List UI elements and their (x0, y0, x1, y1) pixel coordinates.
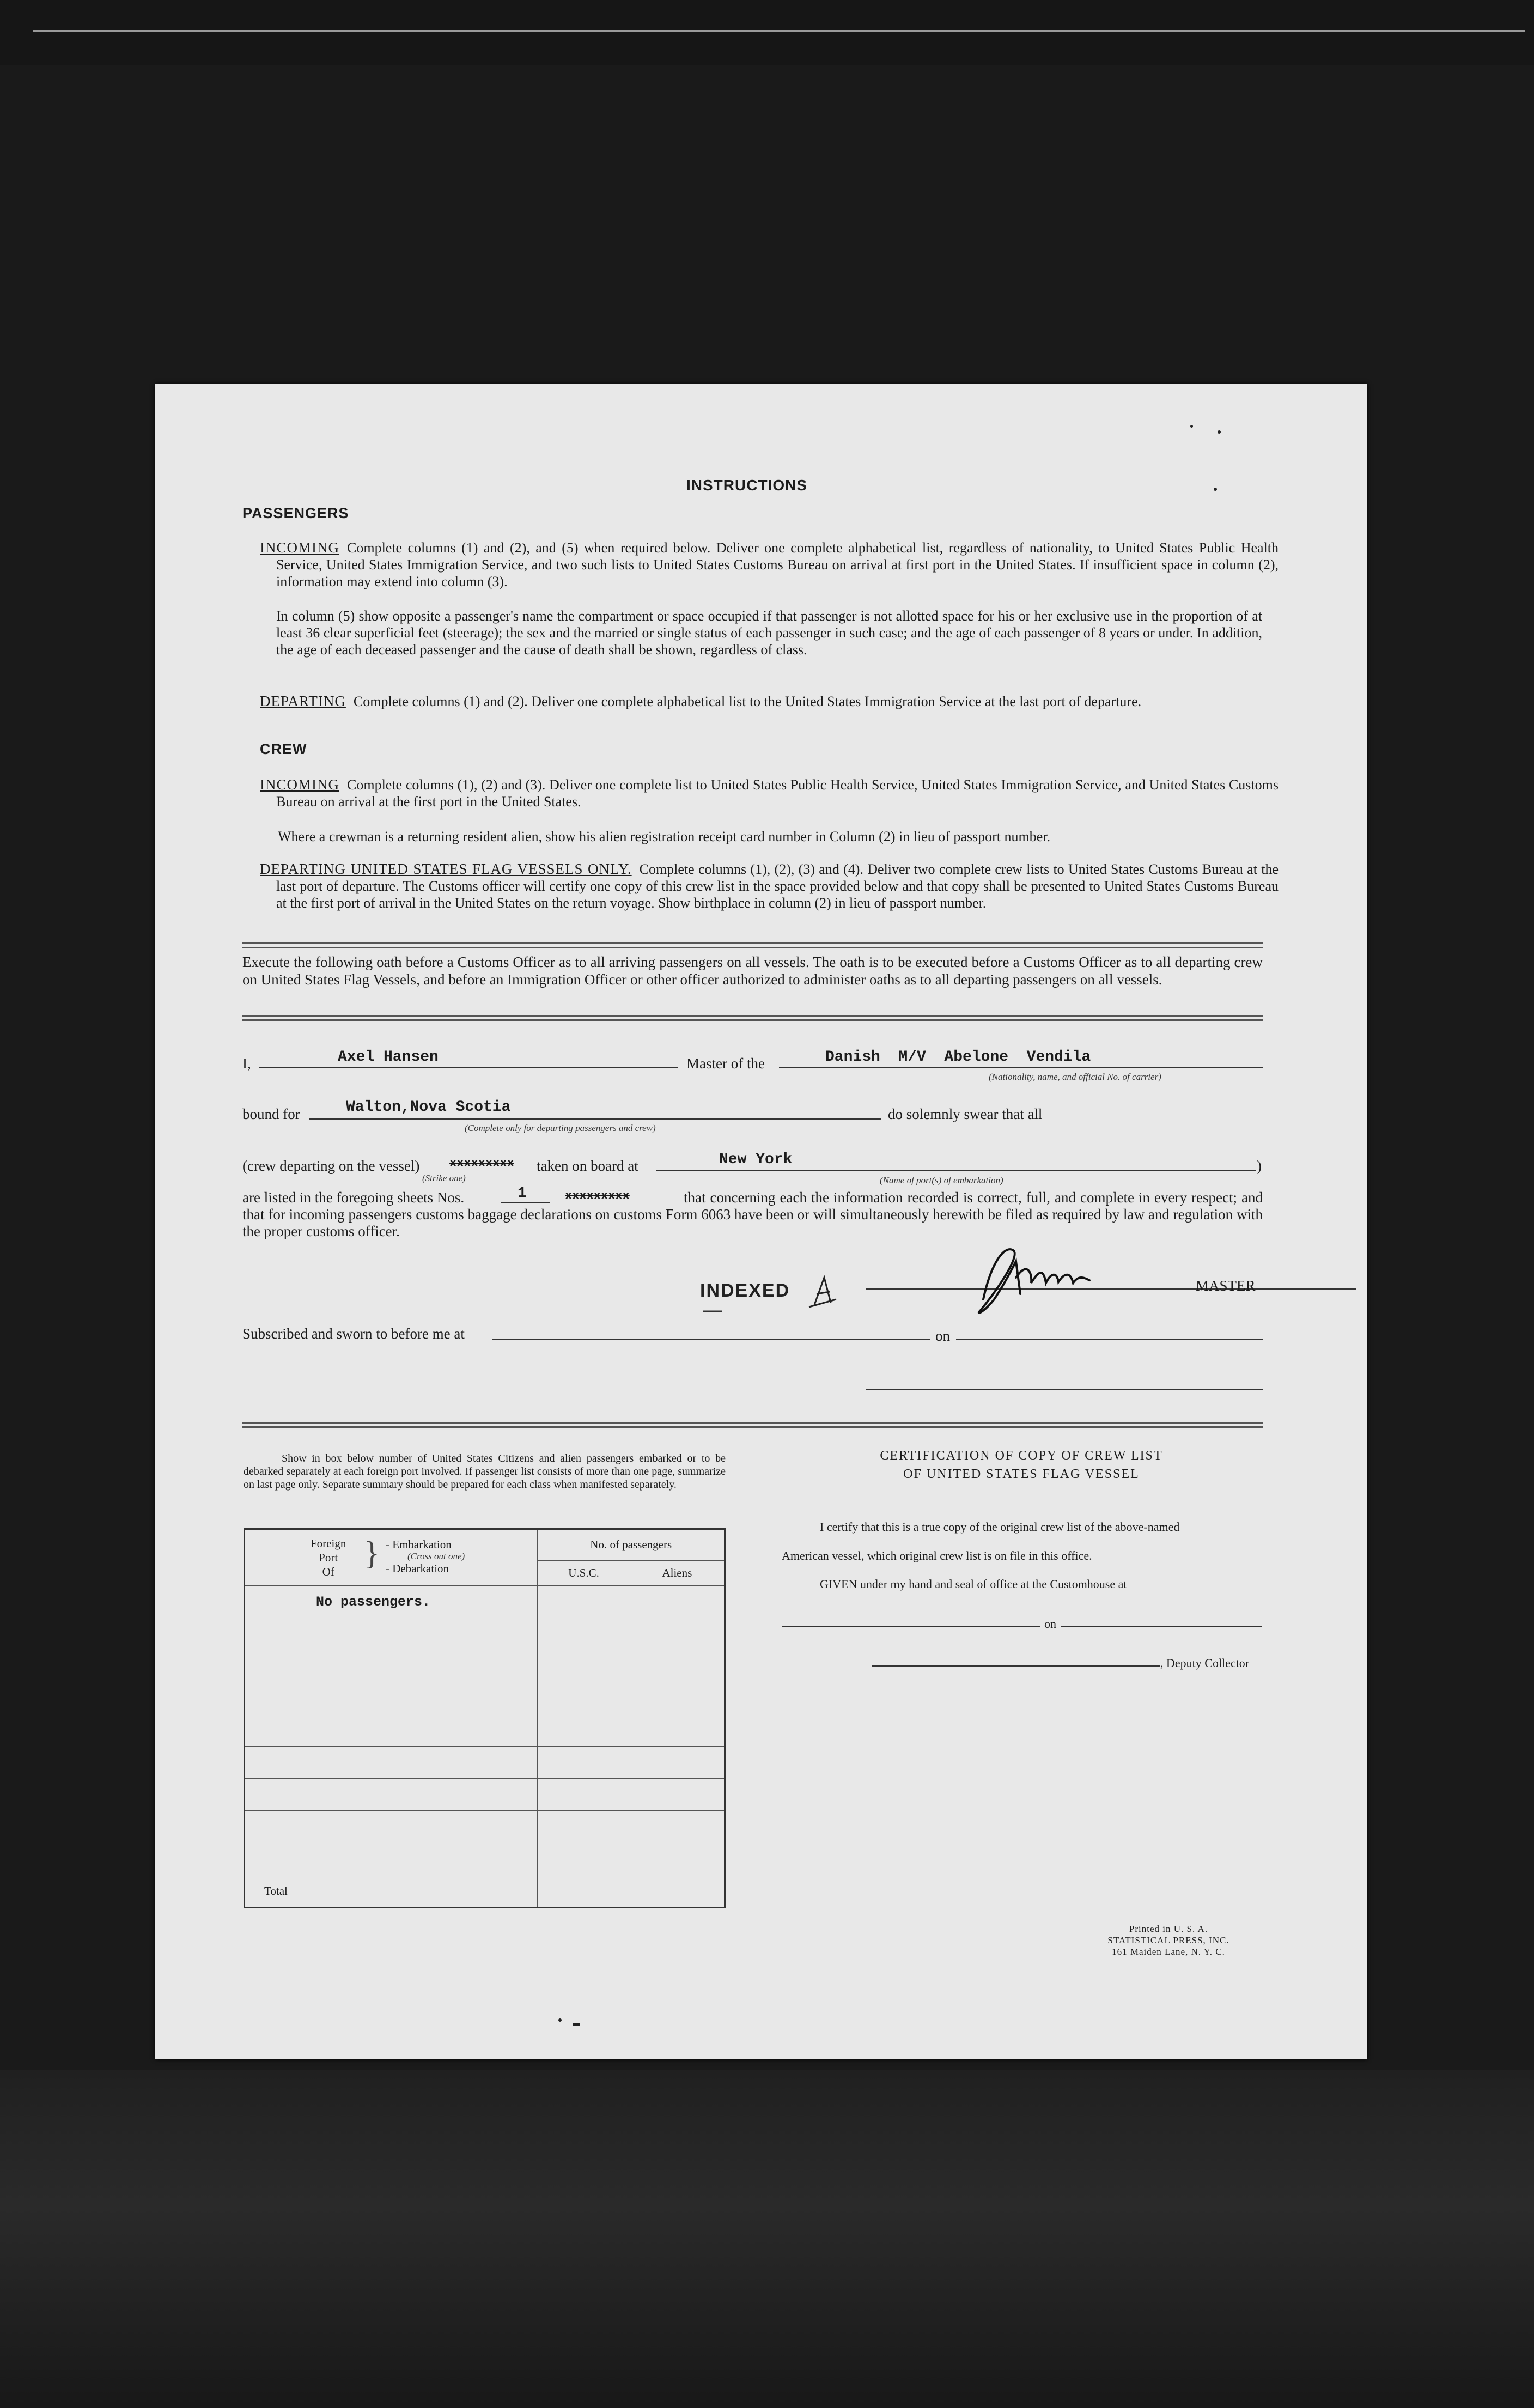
certification-line-1: I certify that this is a true copy of the original crew list of the above-named (820, 1520, 1180, 1534)
crew-departing-paragraph (260, 861, 1279, 911)
embark-options (386, 1539, 465, 1574)
table-cell-aliens (630, 1747, 725, 1779)
table-row (245, 1682, 725, 1714)
table-cell-aliens (630, 1843, 725, 1875)
master-name-line (259, 1067, 678, 1068)
master-label: MASTER (1196, 1278, 1256, 1294)
certification-heading (784, 1446, 1258, 1483)
table-cell-usc (538, 1682, 630, 1714)
bound-caption: (Complete only for departing passengers and crew) (465, 1123, 656, 1133)
summary-note: Show in box below number of United States Citizens and alien passengers embarked or to be debarked separately at each foreign port involved. If passenger list consists of more than one page, summarize on last page only. Separate summary should be prepared for each class when manifested separately. (244, 1452, 726, 1491)
crew-incoming-text: Complete columns (1), (2) and (3). Deliver one complete list to United States Public Health Service, United States Immigration Service, and United States Customs Bureau on arrival at the first port in the United States. (276, 777, 1279, 810)
table-cell-usc (538, 1586, 630, 1618)
table-cell-port (245, 1618, 538, 1650)
subscribed-on-label: on (935, 1328, 950, 1344)
passengers-departing-label: DEPARTING (260, 693, 346, 709)
crew-incoming-paragraph (260, 776, 1279, 810)
speck (1218, 430, 1221, 434)
passengers-departing-paragraph (260, 693, 1279, 710)
crew-resident-paragraph: Where a crewman is a returning resident alien, show his alien registration receipt card number in Column (2) in lieu of passport number. (278, 829, 1051, 844)
certification-line-2: American vessel, which original crew list is on file in this office. (782, 1549, 1092, 1562)
subscribed-label: Subscribed and sworn to before me at (242, 1325, 465, 1342)
total-usc-cell (538, 1875, 630, 1908)
usc-header: U.S.C. (538, 1560, 630, 1585)
subscribed-place-line (492, 1339, 930, 1340)
total-label: Total (245, 1875, 538, 1908)
foreign-label: Foreign (311, 1537, 346, 1550)
printer-line-3: 161 Maiden Lane, N. Y. C. (1112, 1947, 1225, 1957)
table-row (245, 1586, 725, 1618)
port-name: New York (719, 1151, 793, 1168)
passengers-column5-paragraph: In column (5) show opposite a passenger's name the compartment or space occupied if that passenger is not allotted space for his or her exclusive use in the proportion of at least 36 clear superficial feet (steerage); the sex and the married or single status of each passenger in such case; and the age of each passenger of 8 years or under. In addition, the age of each deceased passenger and the cause of death shall be shown, regardless of class. (276, 608, 1262, 658)
table-row (245, 1811, 725, 1843)
table-cell-port (245, 1650, 538, 1682)
certification-on-label: on (1044, 1617, 1056, 1631)
passengers-departing-text: Complete columns (1) and (2). Deliver one complete alphabetical list to the United States Immigration Service at the last port of departure. (353, 694, 1142, 709)
crew-departing-label: (crew departing on the vessel) (242, 1158, 420, 1174)
passengers-heading: PASSENGERS (242, 505, 349, 521)
divider-top (242, 942, 1263, 948)
table-row (245, 1843, 725, 1875)
certification-heading-line-2: OF UNITED STATES FLAG VESSEL (903, 1467, 1140, 1481)
speck (573, 2023, 580, 2026)
crew-incoming-label: INCOMING (260, 776, 339, 793)
printer-line-1: Printed in U. S. A. (1129, 1924, 1208, 1934)
passengers-incoming-paragraph (260, 539, 1279, 590)
aliens-header: Aliens (630, 1560, 725, 1585)
certification-heading-line-1: CERTIFICATION OF COPY OF CREW LIST (880, 1449, 1163, 1463)
brace-icon: } (364, 1535, 380, 1571)
table-cell-usc (538, 1843, 630, 1875)
close-paren: ) (1257, 1158, 1262, 1174)
listed-text: that concerning each the information recorded is correct, full, and complete in every respect; and that for incoming passengers customs baggage declarations on customs Form 6063 have been or will simultaneously herewith be filed as required by law and regulation with the proper customs officer. (242, 1189, 1263, 1239)
port-header-cell (245, 1529, 538, 1586)
table-cell-aliens (630, 1586, 725, 1618)
vessel-caption: (Nationality, name, and official No. of carrier) (989, 1072, 1161, 1082)
struck-word: xxxxxxxxx (449, 1157, 514, 1170)
indexed-stamp: INDEXED (700, 1280, 790, 1301)
master-signature-line (866, 1288, 1356, 1290)
no-passengers-entry: No passengers. (316, 1594, 431, 1610)
certification-date-line (1061, 1626, 1262, 1627)
vessel-line (779, 1067, 1263, 1068)
oath-intro: Execute the following oath before a Customs Officer as to all arriving passengers on all vessels. The oath is to be executed before a Customs Officer as to all departing crew on United States Flag Vessels, and before an Immigration Officer or other officer authorized to administer oaths as to all departing passengers on all vessels. (242, 954, 1263, 988)
table-cell-aliens (630, 1714, 725, 1747)
subscribed-date-line (956, 1339, 1263, 1340)
listed-label: are listed in the foregoing sheets Nos. (242, 1189, 465, 1206)
printer-line-2: STATISTICAL PRESS, INC. (1107, 1935, 1229, 1945)
table-cell-aliens (630, 1811, 725, 1843)
crew-heading: CREW (260, 741, 307, 757)
table-cell-port (245, 1586, 538, 1618)
foreign-port-label (311, 1536, 346, 1579)
no-of-passengers-header: No. of passengers (538, 1529, 725, 1561)
speck (1214, 488, 1217, 491)
of-label: Of (322, 1565, 334, 1578)
table-row (245, 1618, 725, 1650)
film-scratch-line (33, 30, 1525, 32)
passengers-incoming-label: INCOMING (260, 539, 339, 556)
table-cell-aliens (630, 1779, 725, 1811)
table-cell-aliens (630, 1682, 725, 1714)
table-cell-port (245, 1682, 538, 1714)
bound-for-line (309, 1118, 881, 1120)
vessel-name: Danish M/V Abelone Vendila (825, 1049, 1091, 1066)
divider-bottom (242, 1422, 1263, 1428)
table-row (245, 1650, 725, 1682)
indexed-initials-mark (700, 1267, 842, 1316)
table-cell-usc (538, 1714, 630, 1747)
master-name: Axel Hansen (338, 1049, 439, 1066)
officer-signature-line (866, 1389, 1263, 1390)
table-row (245, 1747, 725, 1779)
deputy-signature-line (872, 1665, 1160, 1667)
table-row (245, 1779, 725, 1811)
crew-departing-label: DEPARTING UNITED STATES FLAG VESSELS ONLY. (260, 861, 632, 877)
port-caption: (Name of port(s) of embarkation) (880, 1175, 1003, 1185)
master-of-label: Master of the (686, 1055, 765, 1072)
table-cell-aliens (630, 1650, 725, 1682)
table-cell-usc (538, 1811, 630, 1843)
certification-line-3: GIVEN under my hand and seal of office at the Customhouse at (820, 1577, 1127, 1591)
table-cell-port (245, 1714, 538, 1747)
film-border-top (0, 0, 1534, 65)
speck (558, 2018, 562, 2022)
printer-imprint (1081, 1923, 1256, 1957)
crew-departing-text: Complete columns (1), (2), (3) and (4). Deliver two complete crew lists to United States Customs Bureau at the last port of departure. The Customs officer will certify one copy of this crew list in the space provided below and that copy shall be presented to United States Customs Bureau at the first port of arrival in the United States on the return voyage. Show birthplace in column (2) in lieu of passport number. (276, 861, 1279, 911)
sheet-number: 1 (518, 1185, 527, 1202)
table-total-row (245, 1875, 725, 1908)
speck (1190, 425, 1193, 428)
table-header-row (245, 1529, 725, 1561)
table-cell-usc (538, 1779, 630, 1811)
table-cell-aliens (630, 1618, 725, 1650)
page-title: INSTRUCTIONS (686, 477, 807, 494)
sheet-struck: xxxxxxxxx (565, 1189, 630, 1203)
strike-caption: (Strike one) (422, 1173, 466, 1183)
table-cell-usc (538, 1747, 630, 1779)
cross-out-label: (Cross out one) (407, 1551, 465, 1561)
deputy-collector-label: , Deputy Collector (1160, 1656, 1250, 1670)
document-page (155, 384, 1367, 2059)
swear-label: do solemnly swear that all (888, 1106, 1043, 1122)
table-cell-port (245, 1779, 538, 1811)
certification-place-line (782, 1626, 1040, 1627)
oath-i-label: I, (242, 1055, 251, 1072)
divider-oath (242, 1015, 1263, 1021)
total-aliens-cell (630, 1875, 725, 1908)
table-cell-usc (538, 1618, 630, 1650)
taken-label: taken on board at (537, 1158, 638, 1174)
embarkation-label: - Embarkation (386, 1538, 452, 1551)
table-cell-port (245, 1843, 538, 1875)
table-cell-port (245, 1811, 538, 1843)
table-row (245, 1714, 725, 1747)
bound-for-destination: Walton,Nova Scotia (346, 1099, 511, 1116)
port-line (656, 1170, 1256, 1171)
port-label: Port (319, 1551, 338, 1564)
table-cell-usc (538, 1650, 630, 1682)
bound-for-label: bound for (242, 1106, 300, 1122)
master-signature (961, 1229, 1103, 1321)
passengers-incoming-text: Complete columns (1) and (2), and (5) when required below. Deliver one complete alphabetical list, regardless of nationality, to United States Public Health Service, United States Immigration Service, and two such lists to United States Customs Bureau on arrival at first port in the United States. If insufficient space in column (2), information may extend into column (3). (276, 540, 1279, 589)
debarkation-label: - Debarkation (386, 1562, 449, 1575)
film-border-bottom (0, 2070, 1534, 2408)
passenger-summary-table (244, 1528, 726, 1908)
table-cell-port (245, 1747, 538, 1779)
